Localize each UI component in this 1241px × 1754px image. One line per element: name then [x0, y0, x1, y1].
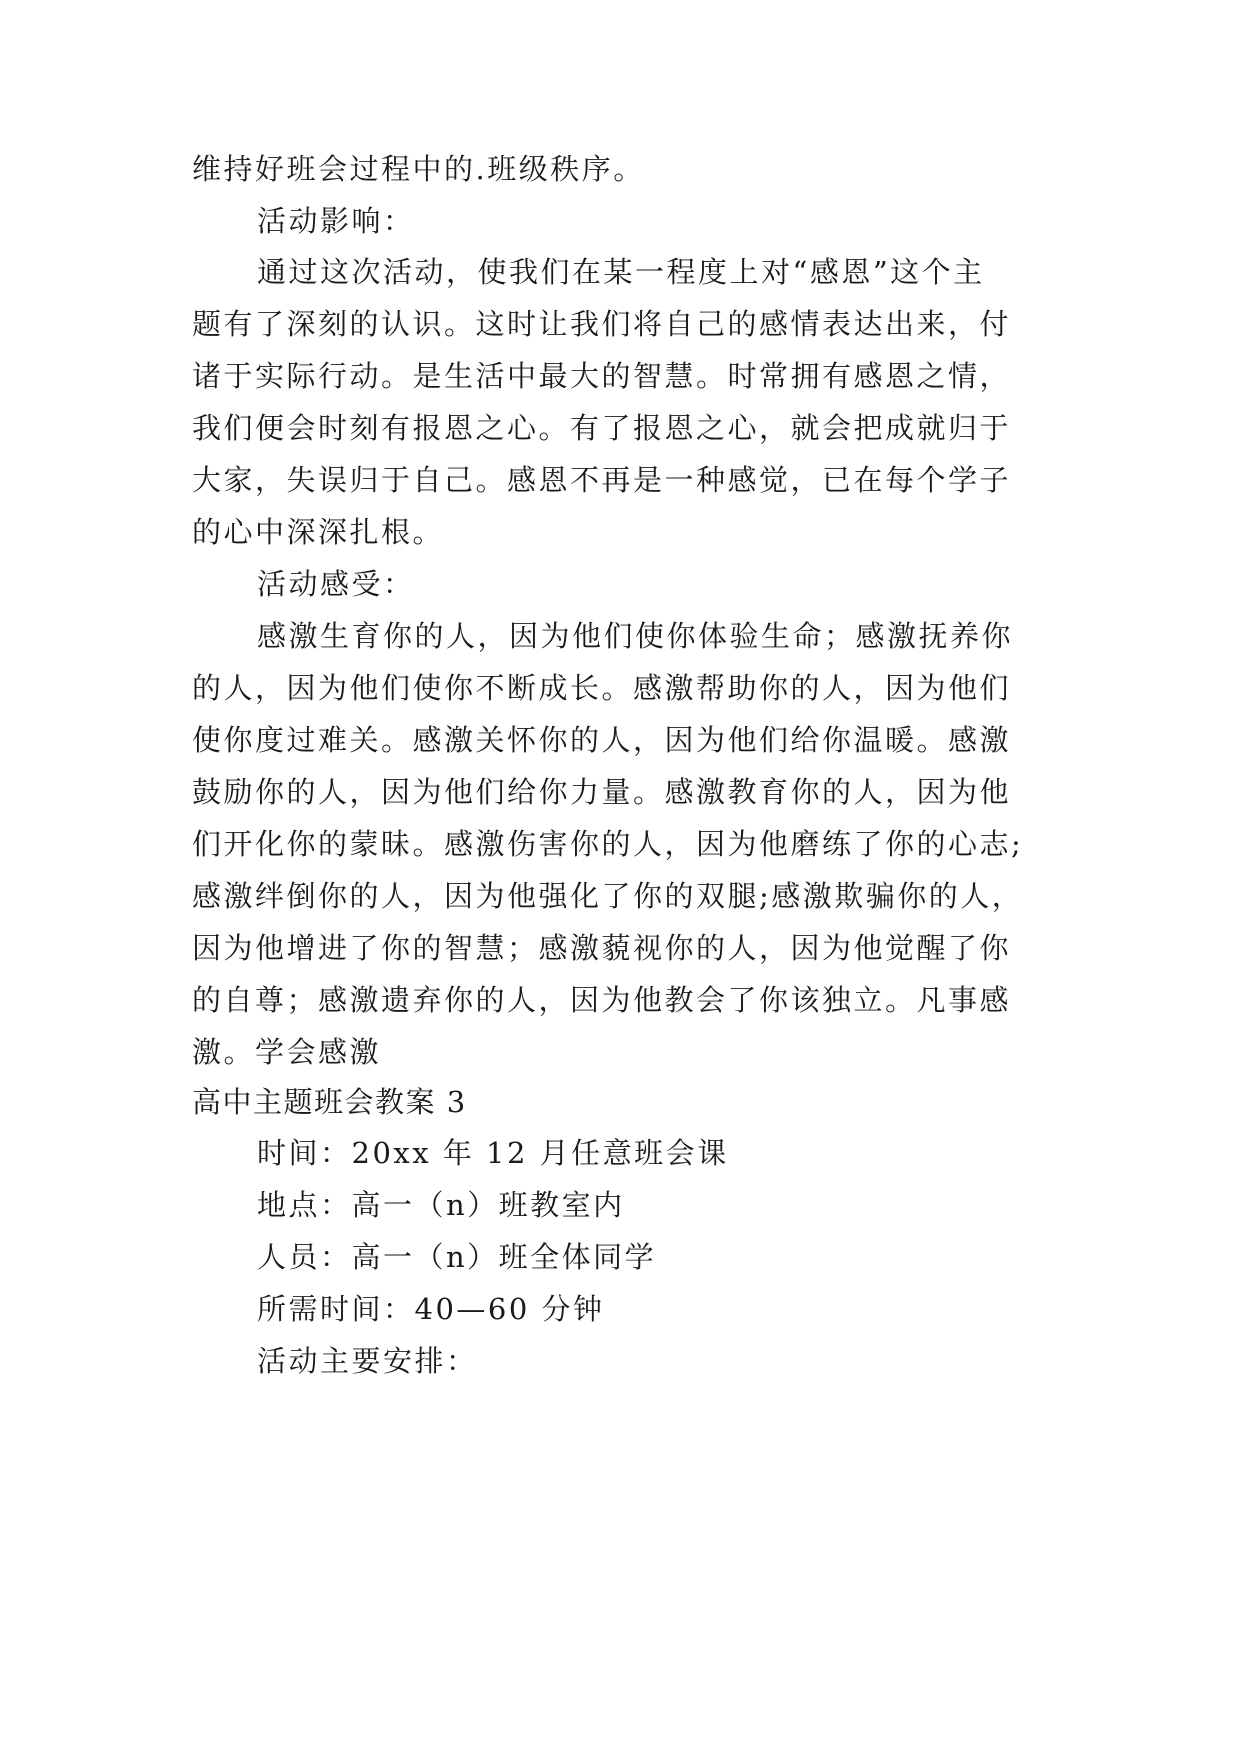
text-line: 通过这次活动，使我们在某一程度上对“感恩”这个主	[257, 255, 985, 289]
text-line: 题有了深刻的认识。这时让我们将自己的感情表达出来，付	[192, 307, 1012, 341]
text-line: 使你度过难关。感激关怀你的人，因为他们给你温暖。感激	[192, 723, 1012, 757]
text-line: 感激生育你的人，因为他们使你体验生命；感激抚养你	[257, 619, 1014, 653]
text-line: 的心中深深扎根。	[192, 515, 445, 549]
section-label-impact: 活动影响：	[257, 204, 415, 238]
text-line: 的人，因为他们使你不断成长。感激帮助你的人，因为他们	[192, 671, 1012, 705]
info-location: 地点：高一（n）班教室内	[257, 1188, 625, 1222]
text-line: 们开化你的蒙昧。感激伤害你的人，因为他磨练了你的心志;	[192, 827, 1024, 861]
text-line: 维持好班会过程中的.班级秩序。	[192, 152, 645, 186]
text-line: 激。学会感激	[192, 1035, 382, 1069]
text-line: 感激绊倒你的人，因为他强化了你的双腿;感激欺骗你的人，	[192, 879, 1024, 913]
info-participants: 人员：高一（n）班全体同学	[257, 1240, 657, 1274]
text-line: 因为他增进了你的智慧；感激藐视你的人，因为他觉醒了你	[192, 931, 1012, 965]
info-time: 时间：20xx 年 12 月任意班会课	[257, 1136, 729, 1170]
info-arrangement: 活动主要安排：	[257, 1344, 478, 1378]
info-duration: 所需时间：40—60 分钟	[257, 1292, 605, 1326]
text-line: 诸于实际行动。是生活中最大的智慧。时常拥有感恩之情，	[192, 359, 1012, 393]
text-line: 我们便会时刻有报恩之心。有了报恩之心，就会把成就归于	[192, 411, 1012, 445]
text-line: 的自尊；感激遗弃你的人，因为他教会了你该独立。凡事感	[192, 983, 1012, 1017]
text-line: 鼓励你的人，因为他们给你力量。感激教育你的人，因为他	[192, 775, 1012, 809]
section-label-feeling: 活动感受：	[257, 567, 415, 601]
text-line: 大家，失误归于自己。感恩不再是一种感觉，已在每个学子	[192, 463, 1012, 497]
section-heading: 高中主题班会教案 3	[192, 1085, 467, 1119]
